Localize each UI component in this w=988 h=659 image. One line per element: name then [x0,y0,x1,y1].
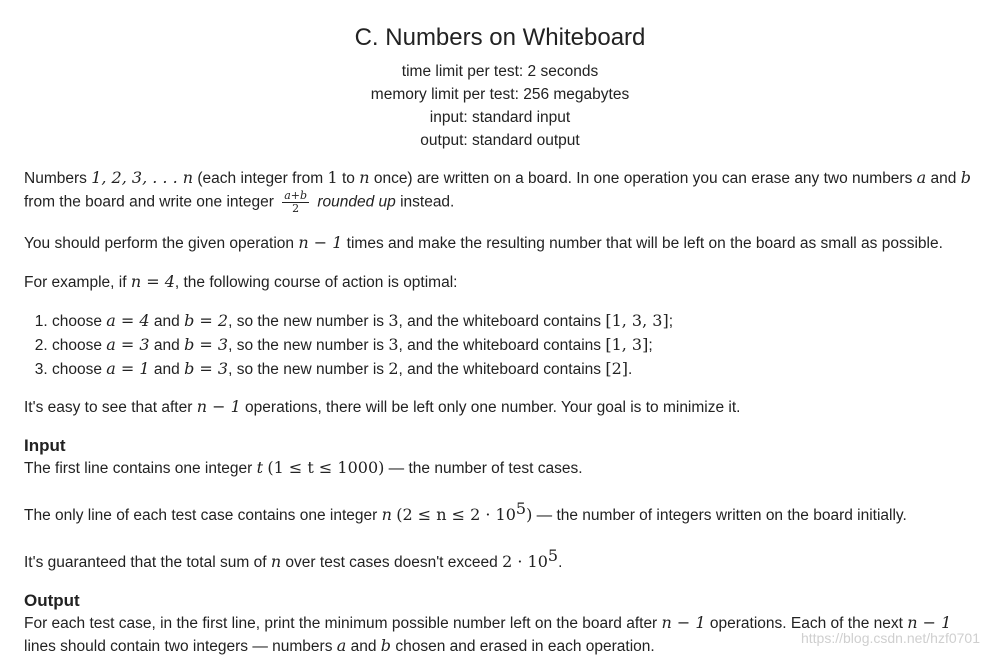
list-item: 3. choose a = 1 and b = 3, so the new number is 2, and the whiteboard contains [2]. [52,357,976,381]
time-limit: time limit per test: 2 seconds [401,63,599,80]
input-section [24,436,976,575]
statement-paragraph-4: It's easy to see that after n − 1 operations, there will be left only one number. Your goal is to minimize it. [24,397,741,416]
input-heading: Input [24,436,66,455]
output-type: output: standard output [420,132,580,149]
output-section [24,591,976,659]
problem-limits [24,60,976,152]
watermark: https://blog.csdn.net/hzf0701 [800,630,980,646]
input-type: input: standard input [429,109,571,126]
statement-paragraph-1-cont: from the board and write one integer $\frac{a+b}{2}$ rounded up instead. [24,189,455,215]
statement-paragraph-3: For example, if n = 4, the following course of action is optimal: [24,272,458,291]
input-line-1: The first line contains one integer t (1 ≤ t ≤ 1000) — the number of test cases. [24,458,583,477]
output-line-2: lines should contain two integers — numbers a and b chosen and erased in each operation. [24,636,655,656]
example-steps [24,309,976,381]
problem-page [24,0,976,659]
fraction: $\frac{a+b}{2}$ [284,189,308,215]
list-item: 2. choose a = 3 and b = 3, so the new number is 3, and the whiteboard contains [1, 3]; [52,333,976,357]
list-item: 1. choose a = 4 and b = 2, so the new number is 3, and the whiteboard contains [1, 3, 3]; [52,309,976,333]
output-heading: Output [24,591,80,611]
input-line-2: The only line of each test case contains one integer n $(2 \le n \le 2 \cdot 10^5)$ — the number of integers written on the board initially. [24,499,907,525]
problem-title: C. Numbers on Whiteboard [354,24,646,51]
input-line-3: It's guaranteed that the total sum of n over test cases doesn't exceed $2 \cdot 10^5$. [24,546,563,572]
memory-limit: memory limit per test: 256 megabytes [370,86,630,103]
output-line-1: For each test case, in the first line, print the minimum possible number left on the board after n − 1 operations. Each of the next n − 1 [24,613,952,633]
statement-paragraph-2: You should perform the given operation n − 1 times and make the resulting number that will be left on the board as small as possible. [24,233,943,252]
statement [24,166,976,420]
statement-paragraph-1: Numbers 1, 2, 3, . . . n (each integer from 1 to n once) are written on a board. In one operation you can erase any two numbers a and b [24,168,971,187]
